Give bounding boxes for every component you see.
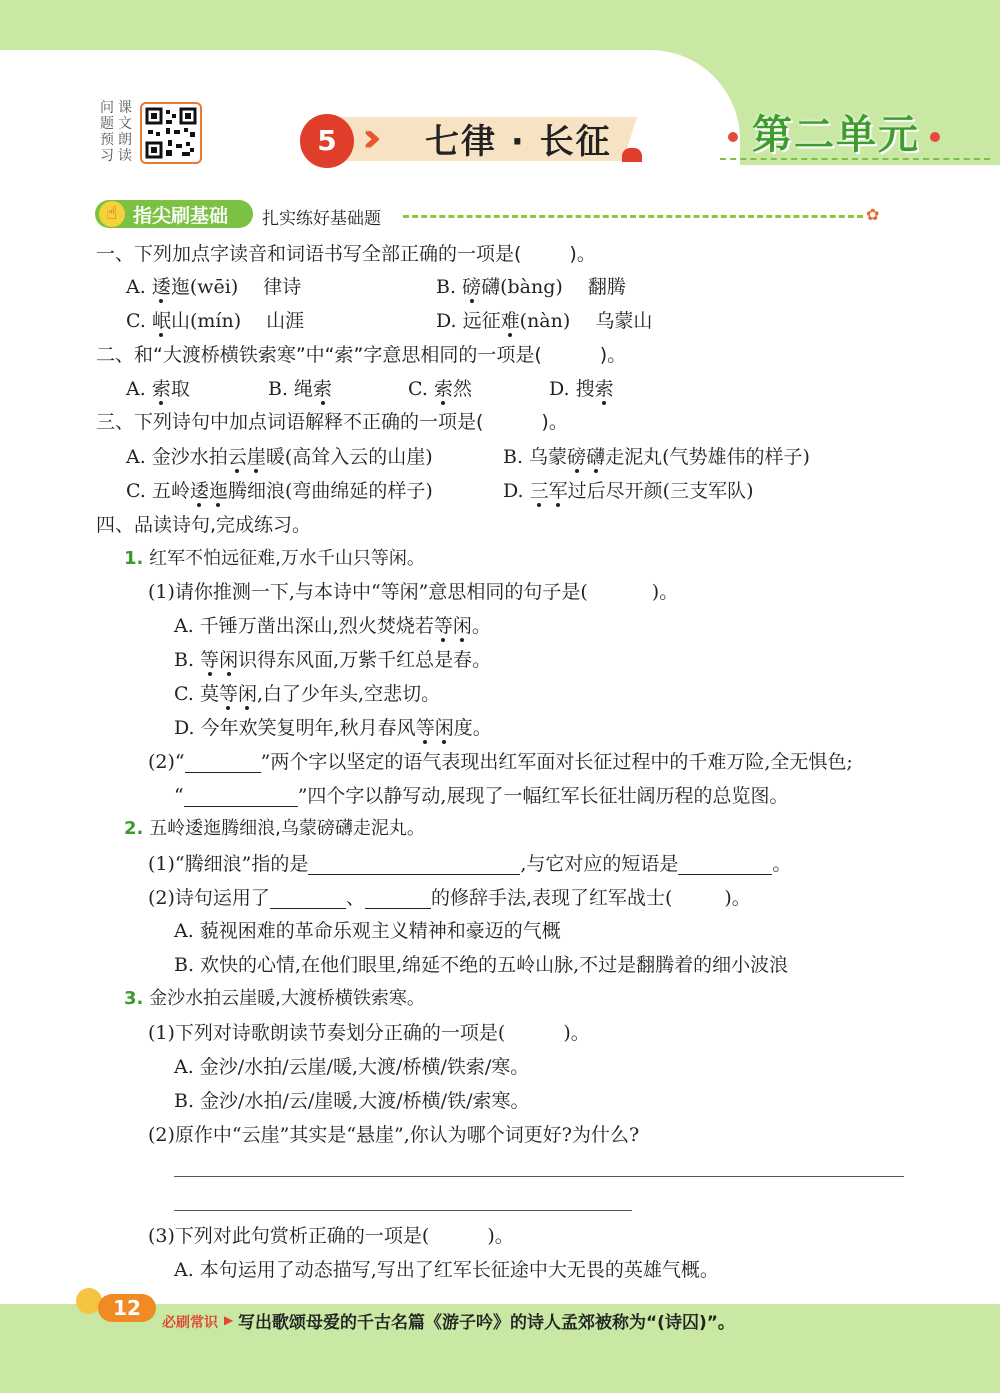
section-subtitle: 扎实练好基础题: [262, 209, 381, 229]
q4-2-option-b[interactable]: B. 欢快的心情,在他们眼里,绵延不绝的五岭山脉,不过是翻腾着的细小波浪: [174, 954, 789, 976]
q4-2-sub1: (1)“腾细浪”指的是 ,与它对应的短语是 。: [148, 853, 792, 875]
answer-line[interactable]: [174, 1176, 904, 1177]
q1-option-b[interactable]: B. 磅礴(bàng) 翻腾: [436, 276, 626, 298]
tip-label: 必刷常识: [162, 1315, 218, 1331]
qr-code-icon[interactable]: [140, 102, 202, 164]
finger-icon: ☝: [99, 201, 125, 227]
q3-option-c[interactable]: C. 五岭逶迤腾细浪(弯曲绵延的样子): [126, 480, 433, 502]
q3-option-a[interactable]: A. 金沙水拍云崖暖(高耸入云的山崖): [126, 446, 433, 468]
q2-option-a[interactable]: A. 索取: [126, 378, 190, 400]
q4-3-option-a[interactable]: A. 金沙/水拍/云崖/暖,大渡/桥横/铁索/寒。: [174, 1056, 530, 1078]
q4-2-option-a[interactable]: A. 藐视困难的革命乐观主义精神和豪迈的气概: [174, 920, 561, 942]
q4-1-sub2: (2)“ ”两个字以坚定的语气表现出红军面对长征过程中的千难万险,全无惧色;: [148, 751, 853, 773]
section-divider: [403, 215, 863, 218]
q4-3-option-b[interactable]: B. 金沙/水拍/云/崖暖,大渡/桥横/铁/索寒。: [174, 1090, 530, 1112]
leaf-icon: ✿: [866, 205, 880, 224]
qr-caption-char: 题: [100, 116, 114, 132]
qr-caption: [98, 100, 138, 164]
q4-1-option-c[interactable]: C. 莫等闲,白了少年头,空悲切。: [174, 683, 441, 705]
heart-icon: [622, 148, 642, 162]
qr-caption-char: 课: [118, 100, 132, 116]
q4-3-sub2: (2)原作中“云崖”其实是“悬崖”,你认为哪个词更好?为什么?: [148, 1124, 640, 1146]
q4-1-option-a[interactable]: A. 千锤万凿出深山,烈火焚烧若等闲。: [174, 615, 491, 637]
chevron-right-icon: ›››: [362, 115, 368, 161]
q4-3-option-a3[interactable]: A. 本句运用了动态描写,写出了红军长征途中大无畏的英雄气概。: [174, 1259, 719, 1281]
question-3-stem: 三、下列诗句中加点词语解释不正确的一项是( )。: [96, 411, 568, 433]
grass-decoration: [720, 152, 990, 160]
q4-2-verse: 2. 五岭逶迤腾细浪,乌蒙磅礴走泥丸。: [124, 818, 425, 839]
q4-1-sub1: (1)请你推测一下,与本诗中“等闲”意思相同的句子是( )。: [148, 581, 679, 603]
unit-title: 第二单元: [752, 112, 920, 158]
flower-icon: [728, 132, 738, 142]
q2-option-c[interactable]: C. 索然: [408, 378, 472, 400]
answer-blank[interactable]: [678, 856, 772, 875]
answer-blank[interactable]: [308, 856, 520, 875]
q4-1-sub2-cont: “ ”四个字以静写动,展现了一幅红军长征壮阔历程的总览图。: [174, 785, 789, 807]
question-1-stem: 一、下列加点字读音和词语书写全部正确的一项是( )。: [96, 243, 596, 265]
lesson-number: 5: [300, 114, 354, 168]
q4-3-verse: 3. 金沙水拍云崖暖,大渡桥横铁索寒。: [124, 988, 425, 1009]
section-badge-label: 指尖刷基础: [133, 205, 229, 227]
q1-option-c[interactable]: C. 岷山(mín) 山涯: [126, 310, 305, 332]
qr-caption-char: 习: [100, 148, 114, 164]
q3-option-b[interactable]: B. 乌蒙磅礴走泥丸(气势雄伟的样子): [503, 446, 810, 468]
flower-icon: [930, 132, 940, 142]
qr-caption-char: 预: [100, 132, 114, 148]
q2-option-d[interactable]: D. 搜索: [549, 378, 614, 400]
answer-blank[interactable]: [365, 890, 431, 909]
qr-caption-char: 读: [118, 148, 132, 164]
lesson-title: 七律 · 长征: [425, 122, 612, 162]
question-4-stem: 四、品读诗句,完成练习。: [96, 514, 312, 536]
q1-option-d[interactable]: D. 远征难(nàn) 乌蒙山: [436, 310, 653, 332]
arrow-right-icon: ▶: [224, 1313, 234, 1327]
qr-caption-char: 朗: [118, 132, 132, 148]
page-number: 12: [98, 1294, 156, 1322]
qr-caption-char: 问: [100, 100, 114, 116]
q4-1-option-b[interactable]: B. 等闲识得东风面,万紫千红总是春。: [174, 649, 492, 671]
answer-blank[interactable]: [184, 788, 298, 807]
q4-1-option-d[interactable]: D. 今年欢笑复明年,秋月春风等闲度。: [174, 717, 492, 739]
answer-line[interactable]: [174, 1210, 632, 1211]
q4-3-sub1: (1)下列对诗歌朗读节奏划分正确的一项是( )。: [148, 1022, 590, 1044]
qr-caption-char: 文: [118, 116, 132, 132]
tip-text: 写出歌颂母爱的千古名篇《游子吟》的诗人孟郊被称为“(诗囚)”。: [238, 1313, 735, 1333]
q4-2-sub2: (2)诗句运用了 、 的修辞手法,表现了红军战士( )。: [148, 887, 751, 909]
q3-option-d[interactable]: D. 三军过后尽开颜(三支军队): [503, 480, 754, 502]
question-2-stem: 二、和“大渡桥横铁索寒”中“索”字意思相同的一项是( )。: [96, 344, 627, 366]
q4-3-sub3: (3)下列对此句赏析正确的一项是( )。: [148, 1225, 514, 1247]
answer-blank[interactable]: [270, 890, 346, 909]
q1-option-a[interactable]: A. 逶迤(wēi) 律诗: [126, 276, 302, 298]
q4-1-verse: 1. 红军不怕远征难,万水千山只等闲。: [124, 548, 425, 569]
answer-blank[interactable]: [185, 754, 261, 773]
q2-option-b[interactable]: B. 绳索: [268, 378, 333, 400]
